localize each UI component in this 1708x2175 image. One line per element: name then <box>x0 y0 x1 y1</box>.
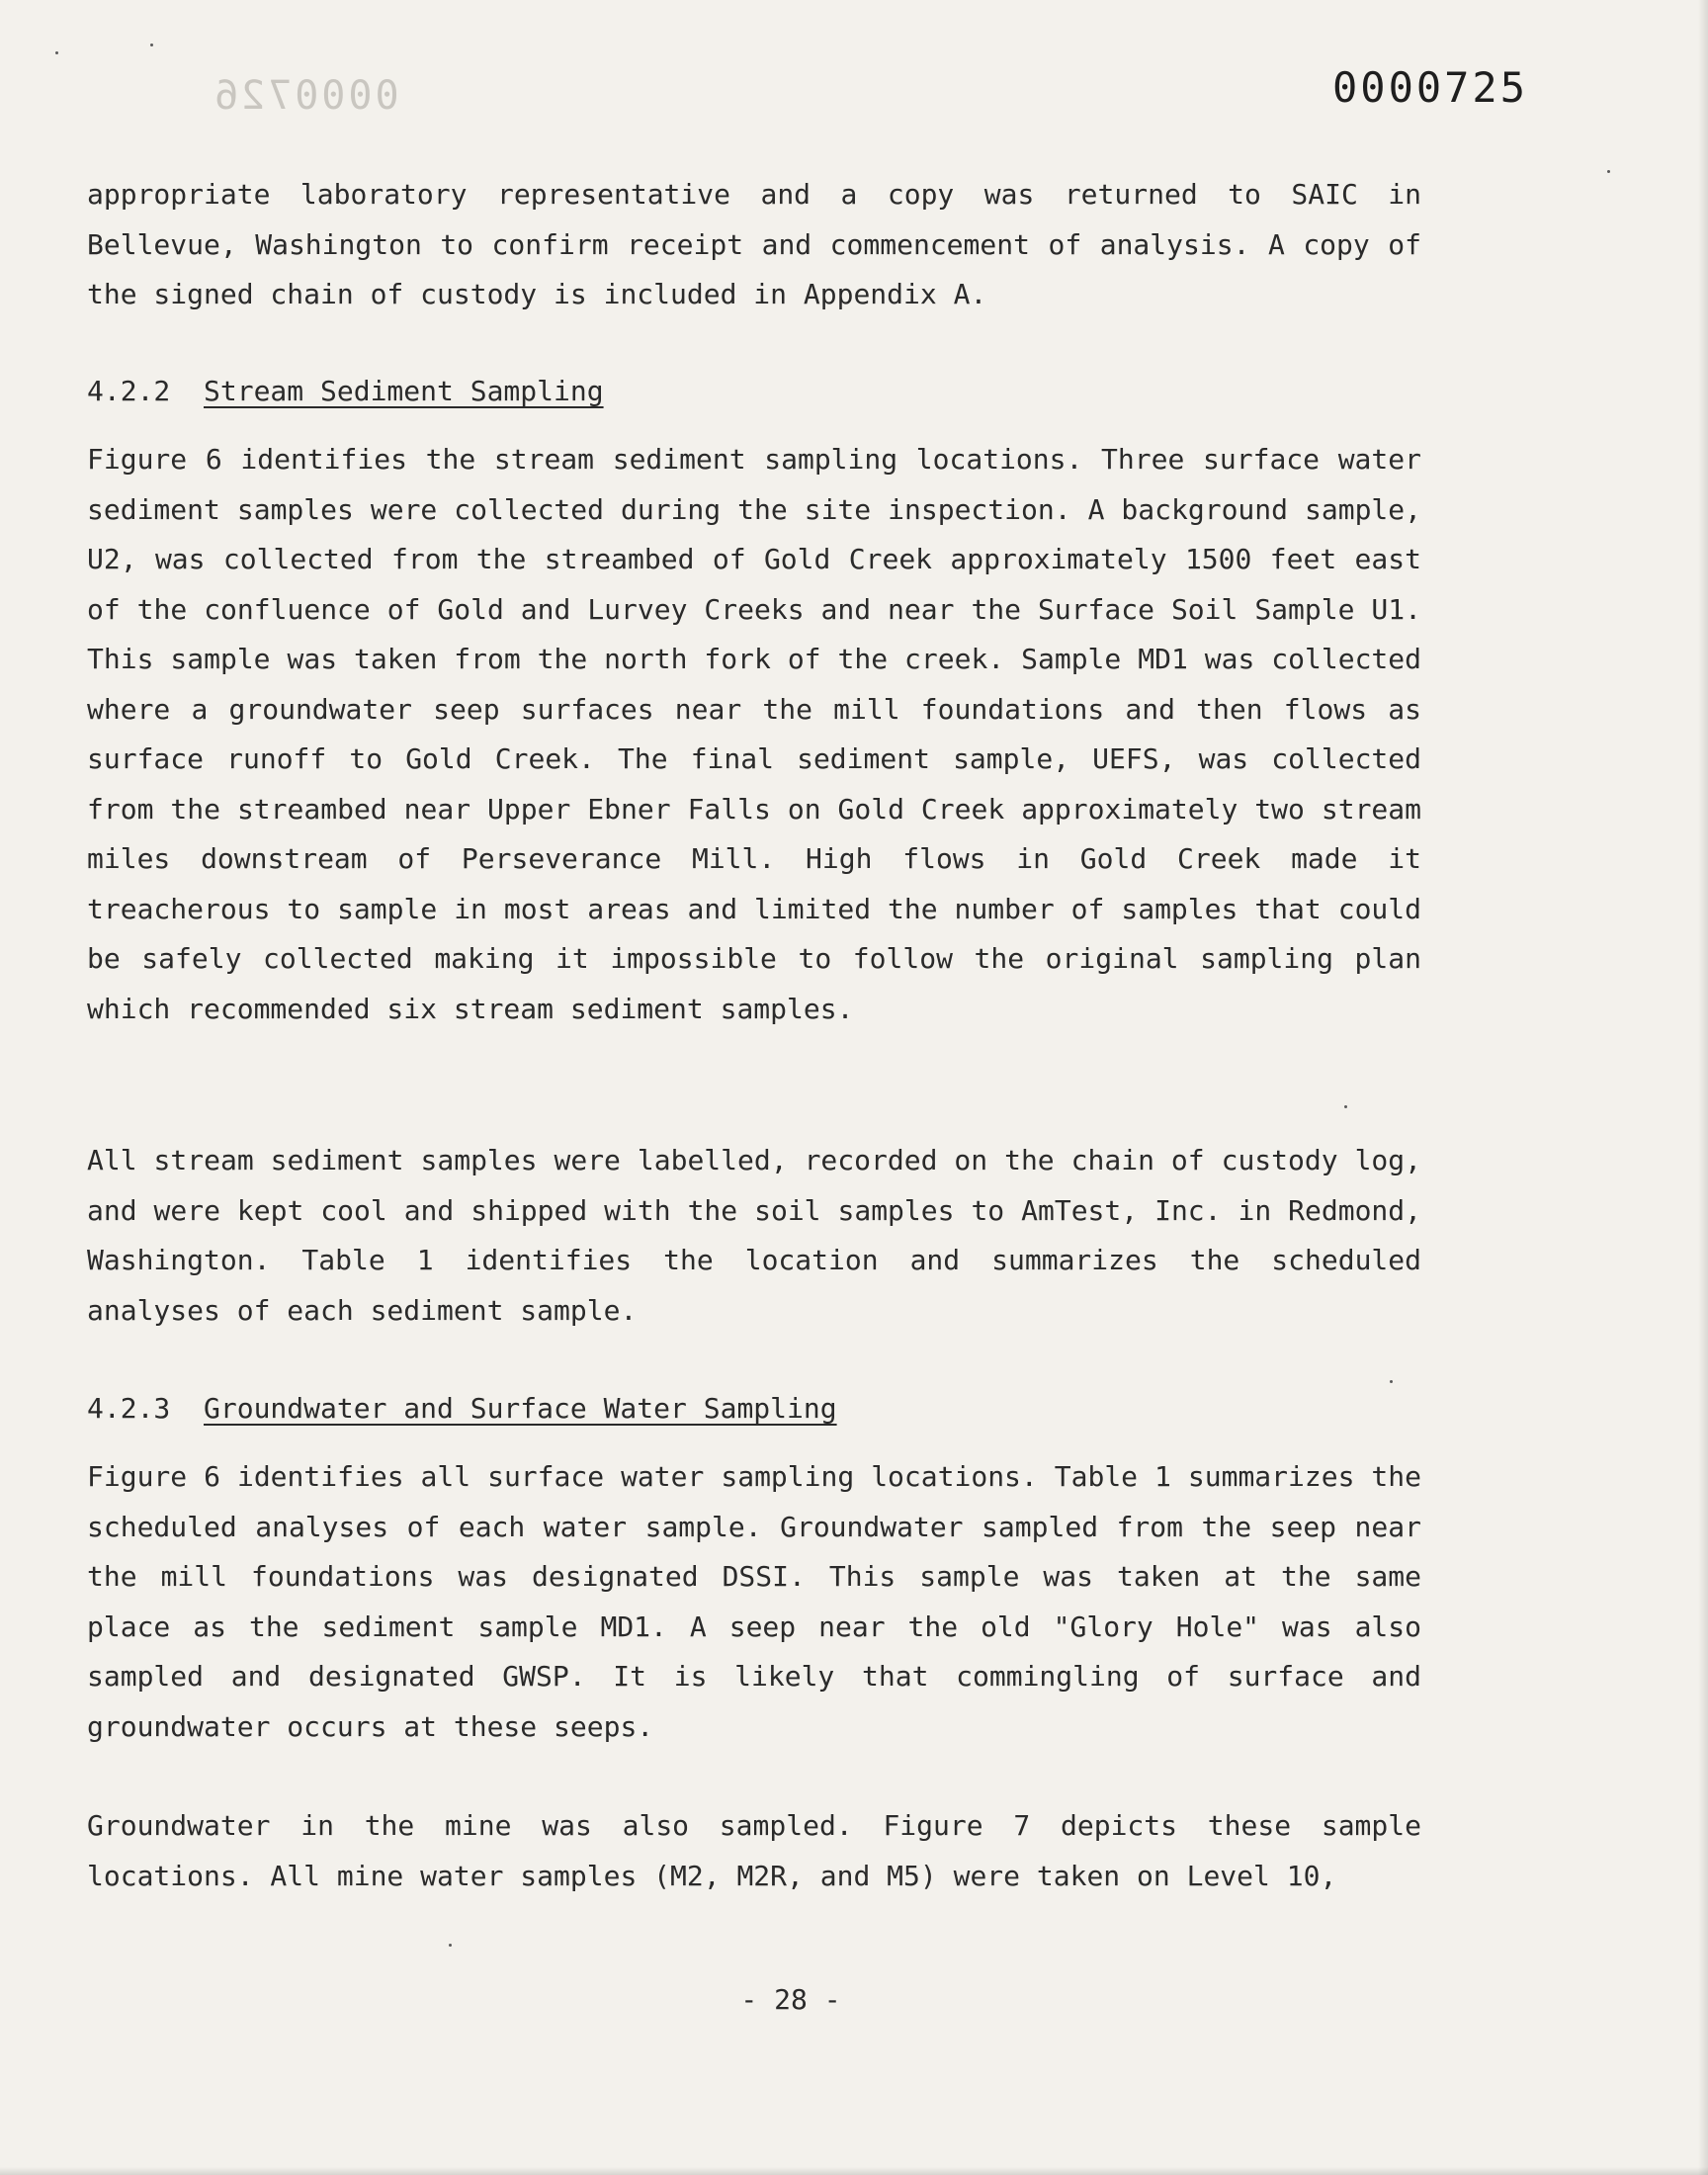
groundwater-paragraph-2: Groundwater in the mine was also sampled. Figure 7 depicts these sample locations. All mine water samples (M2, M2R, and M5) were taken on Level 10, <box>87 1809 1421 1892</box>
scan-speck <box>1390 1380 1393 1383</box>
scan-speck <box>1607 170 1610 173</box>
section-number: 4.2.2 <box>87 375 171 407</box>
section-heading-4-2-2 <box>87 375 604 407</box>
scan-speck <box>449 1944 452 1947</box>
groundwater-paragraph-1: Figure 6 identifies all surface water sampling locations. Table 1 summarizes the scheduled analyses of each water sample. Groundwater sampled from the seep near the mill foundations was designated DSSI. This sample was taken at the same place as the sediment sample MD1. A seep near the old "Glory Hole" was also sampled and designated GWSP. It is likely that commingling of surface and groundwater occurs at these seeps. <box>87 1460 1421 1743</box>
scan-speck <box>1344 1105 1347 1108</box>
page-number: - 28 - <box>740 1983 841 2016</box>
stream-sediment-paragraph-2: All stream sediment samples were labelled, recorded on the chain of custody log, and were kept cool and shipped with the soil samples to AmTest, Inc. in Redmond, Washington. Table 1 identifies the location and summarizes the scheduled analyses of each sediment sample. <box>87 1144 1421 1327</box>
bleed-through-number: 0000726 <box>212 73 399 119</box>
stream-sediment-paragraph-1: Figure 6 identifies the stream sediment sampling locations. Three surface water sediment samples were collected during the site inspection. A background sample, U2, was collected from the streambed of Gold Creek approximately 1500 feet east of the confluence of Gold and Lurvey Creeks and near the Surface Soil Sample U1. This sample was taken from the north fork of the creek. Sample MD1 was collected where a groundwater seep surfaces near the mill foundations and then flows as surface runoff to Gold Creek. The final sediment sample, UEFS, was collected from the streambed near Upper Ebner Falls on Gold Creek approximately two stream miles downstream of Perseverance Mill. High flows in Gold Creek made it treacherous to sample in most areas and limited the number of samples that could be safely collected making it impossible to follow the original sampling plan which recommended six stream sediment samples. <box>87 443 1421 1025</box>
document-number: 0000725 <box>1332 63 1529 112</box>
intro-paragraph: appropriate laboratory representative and a copy was returned to SAIC in Bellevue, Washington to confirm receipt and commencement of analysis. A copy of the signed chain of custody is included in Appendix A. <box>87 178 1421 310</box>
page-edge-shadow <box>1698 0 1708 2175</box>
scan-speck <box>150 44 153 46</box>
scan-speck <box>55 51 58 54</box>
section-heading-4-2-3 <box>87 1392 837 1425</box>
section-title: Groundwater and Surface Water Sampling <box>204 1392 837 1425</box>
section-number: 4.2.3 <box>87 1392 171 1425</box>
section-title: Stream Sediment Sampling <box>204 375 604 407</box>
page-bottom-edge <box>0 2167 1708 2175</box>
